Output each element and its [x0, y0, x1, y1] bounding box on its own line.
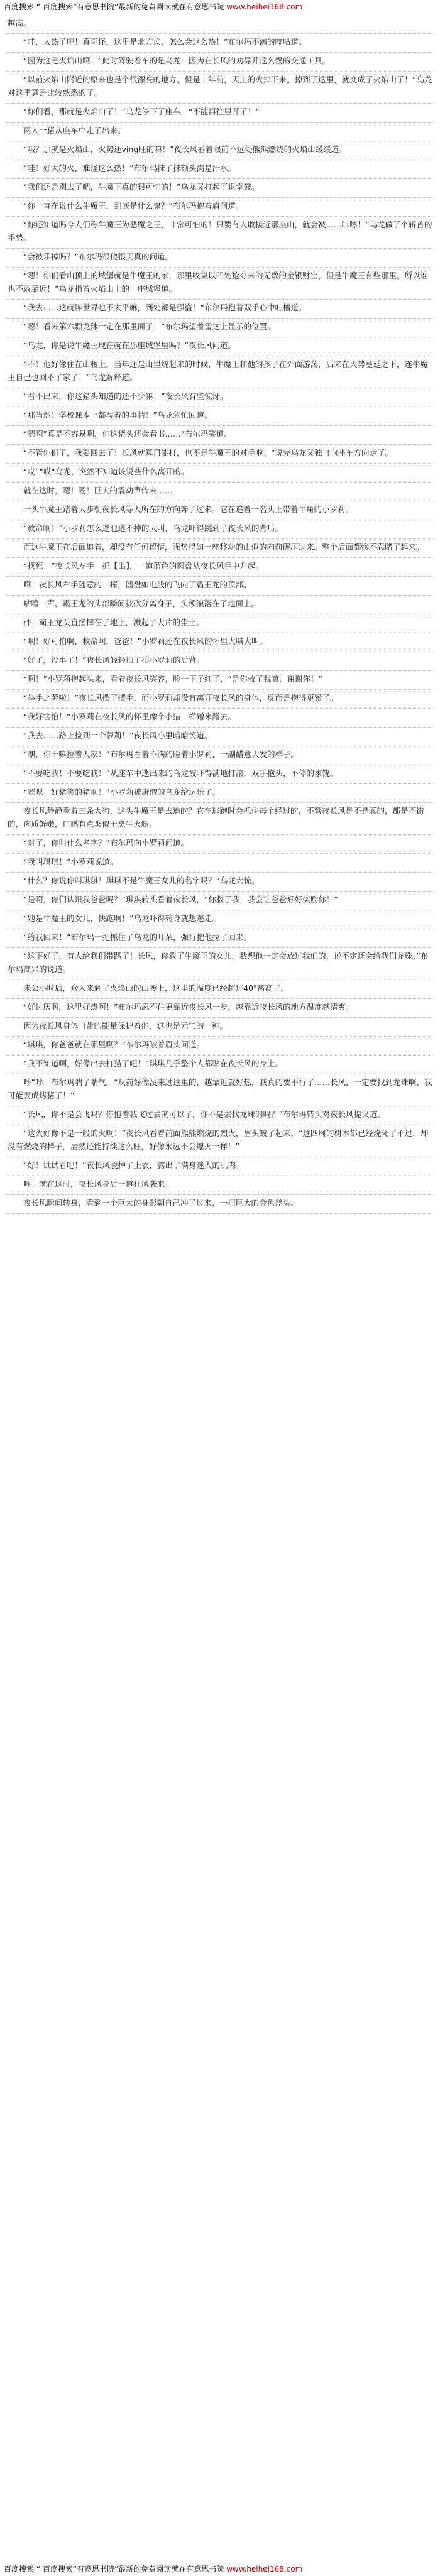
paragraph: 就在这时，嗯！嗯！巨大的震动声传来……	[6, 483, 434, 501]
paragraph: “什么？你说你叫琪琪！琪琪不是牛魔王女儿的名字吗？”乌龙大惊。	[6, 873, 434, 892]
paragraph: “我去……路上捡到一个萝莉！”夜长风心里暗暗笑道。	[6, 728, 434, 746]
paragraph: “这下好了，有人给我们带路了！长风，你救了牛魔王的女儿，我想他一定会放过我们的，说不定还会给我们龙珠。”布尔玛高兴的说道。	[6, 948, 434, 980]
paragraph: “你一直在说什么牛魔王，到底是什么鬼？”布尔玛抱着肩问道。	[6, 198, 434, 217]
paragraph: “看不出来，你这猪头知道的还不少嘛！”夜长风有些惊讶。	[6, 388, 434, 407]
paragraph: 呼”呼！布尔玛喘了喘气，“从前好像没来过这里的，越靠近就好热，我真的要不行了……长风，一定要找到龙珠啊，我可能要成烤猪了！”	[6, 1074, 434, 1106]
paragraph: “哦？那就是火焰山，火势还ving旺的嘛！”夜长风看着眼前不远处熊熊燃烧的火焰山缓缓道。	[6, 141, 434, 160]
paragraph: “我去……这就阵世界也不太平嘛，到处都是强盗！”布尔玛抱着双手心中吐槽道。	[6, 300, 434, 319]
banner-text: 百度搜索 “ 百度搜索“有意思书院”最新的免费阅读就在有意思书院	[4, 2565, 227, 2573]
paragraph: “给我回来！”布尔玛一把抓住了乌龙的耳朵，强行把他拉了回来。	[6, 929, 434, 948]
paragraph: 夜长风瞬间转身，看到一个巨大的身影朝自己冲了过来，一把巨大的金色斧头。	[6, 1195, 434, 1214]
paragraph: “嗯嗯！好猪笑的猪啊！”小罗莉被唐僧的乌龙给逗乐了。	[6, 784, 434, 803]
paragraph: “我叫琪琪！”小罗莉说道。	[6, 854, 434, 873]
paragraph: “啊！”小罗莉抱起头来，看着夜长风笑容，脸一下子红了，“是你救了我嘛，谢谢你！”	[6, 671, 434, 690]
paragraph: “不！他好像住在山腰上，当年还是山里烧起来的时候，牛魔王和他的孩子在外面游荡，后来在火势蔓延之下，连牛魔王自己也回不了家了！”乌龙解释道。	[6, 356, 434, 388]
paragraph: 而这牛魔王在后面追着，却没有任何留情，强势得如一座移动的山似的向前碾压过来。整个后面都惨不忍睹了起来。	[6, 539, 434, 558]
paragraph: “嘿，你干嘛拉着人家！”布尔玛看着不满的瞪着小罗莉，一副醋意大发的样子。	[6, 746, 434, 765]
paragraph: 未公小时后，众人来到了火焰山的山腰上，这里的温度已经超过40°离高了。	[6, 980, 434, 999]
paragraph: “是啊，你们认识我爸爸吗？”琪琪转头看着夜长风，“你救了我，我会让爸爸好好奖励你！”	[6, 892, 434, 910]
paragraph: 因为夜长风身体自带的能量保护着他，这也是元气的一种。	[6, 1018, 434, 1037]
paragraph: “我们还是别去了吧，牛魔王真的很可怕的！”乌龙又打起了退堂鼓。	[6, 179, 434, 198]
paragraph: “会被乐掉吗？”布尔玛很傻很天真的问道。	[6, 249, 434, 268]
paragraph: “哎”“哎”乌龙，突然不知道该说些什么离开的。	[6, 464, 434, 483]
paragraph: 呼！就在这时，夜长风身后一道狂风袭来。	[6, 1176, 434, 1195]
banner-url-link[interactable]: www.heihei168.com	[226, 2565, 303, 2573]
paragraph: “救命啊！”小罗莉怎么逃也逃不掉的大叫，乌龙吓得跳到了夜长风的背后。	[6, 520, 434, 539]
paragraph: 咕噜一声，霸王龙的头部瞬间被砍分离身子，头颅滚落在了地面上。	[6, 596, 434, 614]
paragraph: “嗯！看来第六颗龙珠一定在那里面了！”布尔玛望着雷达上显示的位置。	[6, 319, 434, 337]
banner-url-link[interactable]: www.heihei168.com	[226, 3, 303, 11]
paragraph: 越高。	[6, 15, 434, 34]
paragraph: “你们看，那就是火焰山了！”乌龙停下了座车，“不能再往里开了！”	[6, 104, 434, 123]
paragraph: 一头牛魔王踏着大步朝夜长风等人所在的方向奔了过来。它在追着一名头上带着牛角的小罗莉。	[6, 501, 434, 520]
paragraph: “乌龙，你是说牛魔王现在就在那座城堡里吗？”夜长风问道。	[6, 337, 434, 356]
paragraph: “以前火焰山附近的原来也是个很漂亮的地方，但是十年前，天上的火掉下来，掉到了这里，就变成了火焰山了！”乌龙对这里算是比较熟悉的了。	[6, 72, 434, 104]
paragraph: “嗯啊”真是不容易啊，你这猪头还会看书……”布尔玛笑道。	[6, 426, 434, 445]
paragraph: “那当然！学校课本上都写着的事情！”乌龙急忙回道。	[6, 407, 434, 426]
chapter-body	[0, 14, 440, 2562]
paragraph: “哇！好大的火，难怪这么热！”布尔玛抹了抹额头满是汗水。	[6, 160, 434, 179]
paragraph: “不管你们了，我要回去了！长风就算再能打，也不是牛魔王的对手啦！”说完乌龙又独自向座车方向走了。	[6, 445, 434, 464]
paragraph: “琪琪，你爸爸就在哪里啊？”布尔玛皱着眉头问道。	[6, 1037, 434, 1056]
top-banner	[0, 0, 440, 14]
paragraph: “你还知道吗今人们称牛魔王为恶魔之王，非常可怕的！只要有人敢接近那座山，就会被……咔嚓！”乌龙做了个斩首的手势。	[6, 217, 434, 249]
paragraph: “找死！”夜长风左手一抓【出】，一道蓝色的圆盘从夜长风手中升起。	[6, 558, 434, 577]
paragraph: 夜长风静静看着三条大狗，这头牛魔王是去追的？它在逃跑时会抓住每个经过的，不管夜长风是不是真的，都是不错的，肉质鲜嫩，口感有点类似于烹牛火腿。	[6, 803, 434, 835]
paragraph: 砰！霸王龙头直接摔在了地上，溅起了大片的尘土。	[6, 614, 434, 633]
paragraph: “嗯！你们看山顶上的城堡就是牛魔王的家，那里收集以四处抢夺来的无数的金银财宝，但是牛魔王有些那里，所以谁也不敢靠近！”乌龙指着火焰山上的一座城堡道。	[6, 268, 434, 300]
paragraph: “对了，你叫什么名字？”布尔玛向小罗莉问道。	[6, 835, 434, 854]
paragraph: “这火好像不是一般的火啊！”夜长风看着前面熊熊燃烧的烈火，眉头皱了起来，“这四周的树木都已经烧死了不过，却没有燃烧的样子，居然还能持续这么旺，好像永远不会熄灭一样！”	[6, 1125, 434, 1157]
paragraph: “举手之劳啦！”夜长风摆了摆手，而小罗莉却没有离开夜长风的身体，反而是抱得更紧了。	[6, 690, 434, 709]
paragraph: “好！试试看吧！”夜长风脱掉了上衣，露出了满身迷人的肌肉。	[6, 1157, 434, 1176]
paragraph: 啊！夜长风右手随意的一挥，圆盘如电般的飞向了霸王龙的顶部。	[6, 577, 434, 596]
paragraph: “好讨厌啊，这里好热啊！”布尔玛忍不住更靠近夜长风一步，越靠近夜长风的地方温度越清爽。	[6, 999, 434, 1018]
paragraph: “不要吃我！不要吃我！”从座车中逃出来的乌龙被吓得满地打滚，双手抱头，不停的求饶。	[6, 765, 434, 784]
paragraph: “长风，你不是会飞吗？你抱着我飞过去就可以了，你不是去找龙珠的吗？”布尔玛转头对夜长风提议道。	[6, 1106, 434, 1125]
paragraph: “我好害怕！”小罗莉在夜长风的怀里像个小猫一样蹭来蹭去。	[6, 709, 434, 728]
paragraph: “她是牛魔王的女儿，快跑啊！”乌龙吓得转身就想逃走。	[6, 910, 434, 929]
banner-text: 百度搜索 “ 百度搜索“有意思书院”最新的免费阅读就在有意思书院	[4, 3, 227, 11]
paragraph: 两人一猪从座车中走了出来。	[6, 123, 434, 141]
paragraph: “我不知道啊，好像出去打猎了吧！”琪琪几乎整个人都贴在夜长风的身上。	[6, 1056, 434, 1074]
paragraph: “啊！好可怕啊，救命啊，爸爸！”小罗莉还在夜长风的怀里大喊大叫。	[6, 633, 434, 652]
paragraph: “哇，太热了吧！真奇怪，这里是北方诶，怎么会这么热！”布尔玛不满的嘀咕道。	[6, 34, 434, 53]
paragraph: “因为这是火焰山啊！”此时驾驶着车的是乌龙，因为在长风的劝导开这么慢的交通工具。	[6, 53, 434, 72]
bottom-banner	[0, 2562, 440, 2576]
paragraph: “好了，没事了！”夜长风轻轻拍了拍小罗莉的后背。	[6, 652, 434, 671]
